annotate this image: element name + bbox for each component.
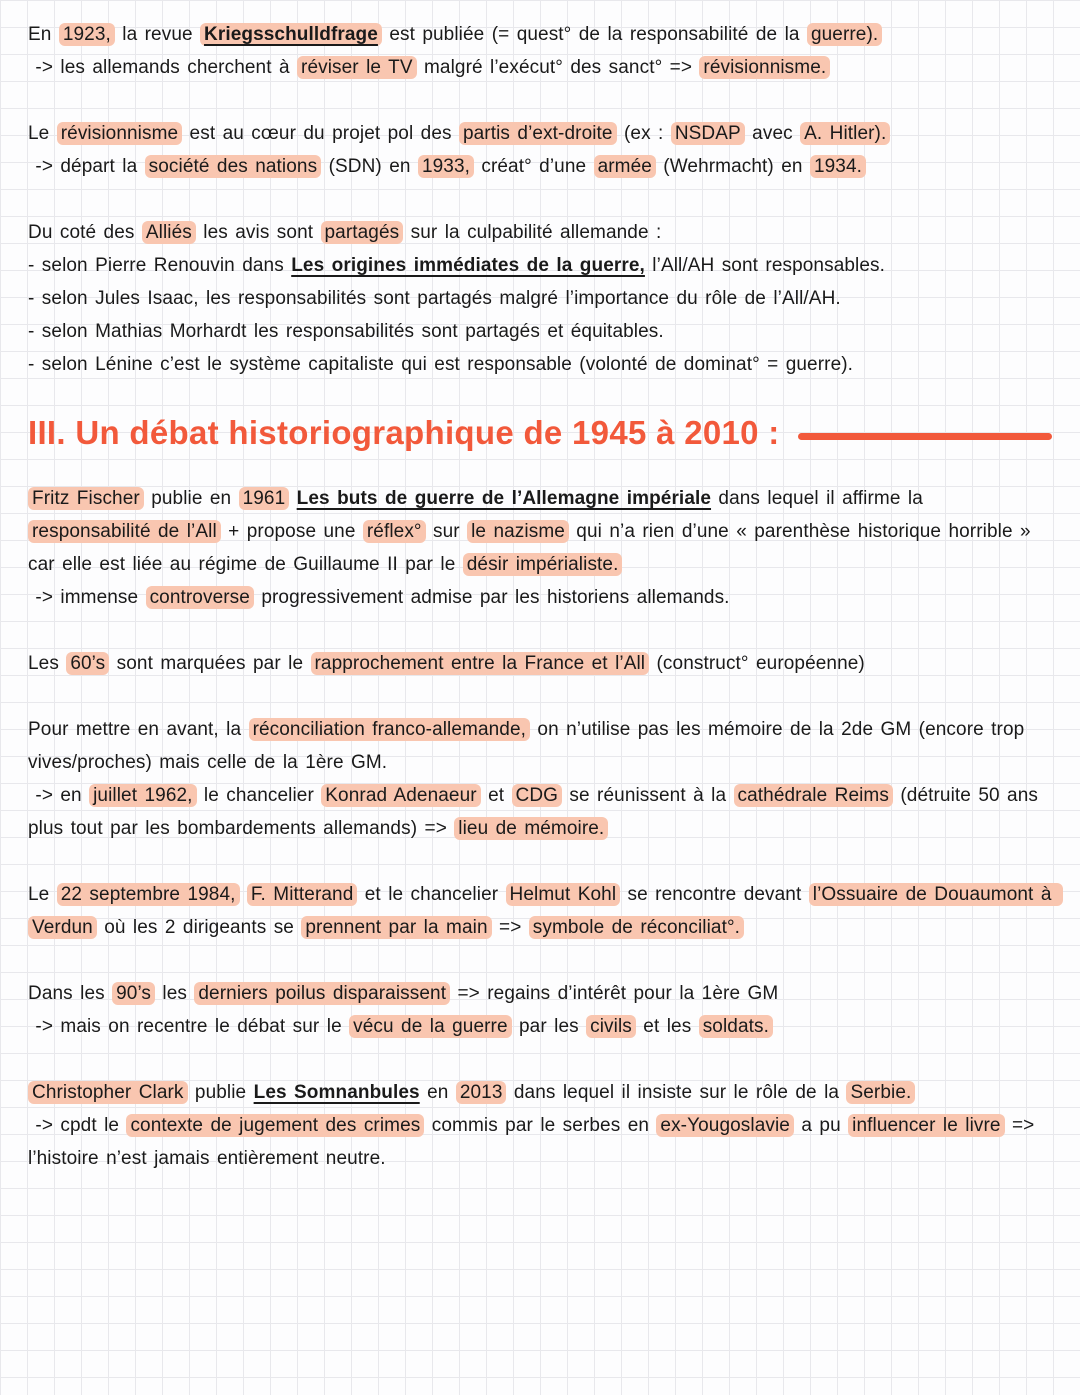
note-line <box>28 581 1052 614</box>
note-line <box>28 117 1052 150</box>
note-line <box>28 1010 1052 1043</box>
note-line <box>28 482 1052 581</box>
text-run: et les <box>635 1016 699 1037</box>
text-run: qui n’a rien d’une « parenthèse historique horrible » car elle est liée au régime de Guillaume II par le <box>28 521 1039 575</box>
highlighted-text: Fritz Fischer <box>28 487 144 510</box>
highlighted-text: vécu de la guerre <box>349 1015 512 1038</box>
text-run: (détruite 50 ans plus tout par les bombardements allemands) => <box>28 785 1046 839</box>
text-run: l’All/AH sont responsables. <box>644 255 885 276</box>
highlighted-text: controverse <box>146 586 254 609</box>
highlighted-text: 22 septembre 1984, <box>57 883 240 906</box>
note-line <box>28 315 1052 348</box>
text-run: créat° d’une <box>473 156 594 177</box>
note-line <box>28 779 1052 845</box>
highlighted-text: Alliés <box>142 221 196 244</box>
notes-section-top <box>28 18 1052 381</box>
text-run: En <box>28 24 59 45</box>
note-paragraph <box>28 482 1052 614</box>
text-run: Dans les <box>28 983 113 1004</box>
highlighted-text: F. Mitterand <box>247 883 357 906</box>
highlighted-text: 1934. <box>810 155 866 178</box>
text-run: -> en <box>28 785 90 806</box>
text-run: les <box>155 983 195 1004</box>
highlighted-text: guerre). <box>807 23 882 46</box>
note-line <box>28 977 1052 1010</box>
text-run: avec <box>744 123 801 144</box>
highlighted-text: 60’s <box>66 652 109 675</box>
highlighted-text: derniers poilus disparaissent <box>194 982 450 1005</box>
note-line <box>28 249 1052 282</box>
text-run: les avis sont <box>195 222 321 243</box>
note-line <box>28 1109 1052 1175</box>
highlighted-text: Christopher Clark <box>28 1081 188 1104</box>
highlighted-text: contexte de jugement des crimes <box>126 1114 424 1137</box>
note-line <box>28 18 1052 51</box>
text-run: -> mais on recentre le débat sur le <box>28 1016 350 1037</box>
text-run: Pour mettre en avant, la <box>28 719 249 740</box>
highlighted-text: NSDAP <box>671 122 745 145</box>
text-run: (ex : <box>616 123 671 144</box>
highlighted-text: influencer le livre <box>848 1114 1004 1137</box>
text-run: commis par le serbes en <box>424 1115 657 1136</box>
highlighted-text: juillet 1962, <box>89 784 196 807</box>
highlighted-text: réconciliation franco-allemande, <box>249 718 530 741</box>
text-run: + propose une <box>220 521 363 542</box>
note-line <box>28 150 1052 183</box>
text-run: la revue <box>114 24 201 45</box>
highlighted-text: réflex° <box>363 520 426 543</box>
book-title: Kriegsschulldfrage <box>200 23 382 46</box>
text-run: sur la culpabilité allemande : <box>403 222 662 243</box>
text-run: sur <box>425 521 468 542</box>
highlighted-text: civils <box>586 1015 636 1038</box>
highlighted-text: partis d’ext-droite <box>459 122 617 145</box>
note-paragraph <box>28 977 1052 1043</box>
text-run: => regains d’intérêt pour la 1ère GM <box>450 983 779 1004</box>
highlighted-text: 2013 <box>456 1081 507 1104</box>
note-paragraph <box>28 647 1052 680</box>
highlighted-text: soldats. <box>699 1015 773 1038</box>
highlighted-text: Konrad Adenaeur <box>321 784 480 807</box>
highlighted-text: partagés <box>321 221 404 244</box>
heading-rule <box>798 433 1052 440</box>
text-run: en <box>419 1082 456 1103</box>
highlighted-text: lieu de mémoire. <box>454 817 608 840</box>
highlighted-text: révisionnisme <box>57 122 182 145</box>
note-line <box>28 348 1052 381</box>
text-run: => l’histoire n’est jamais entièrement neutre. <box>28 1115 1042 1169</box>
text-run: publie en <box>143 488 239 509</box>
book-title: Les Somnanbules <box>253 1082 420 1103</box>
notes-section-bottom <box>28 482 1059 1175</box>
note-line <box>28 713 1052 779</box>
book-title: Les buts de guerre de l’Allemagne impériale <box>296 488 712 509</box>
text-run: -> immense <box>28 587 146 608</box>
highlighted-text: armée <box>594 155 656 178</box>
text-run: - selon Jules Isaac, les responsabilités sont partagés malgré l’importance du rôle de l’All/AH. <box>28 288 841 309</box>
highlighted-text: 1961 <box>239 487 290 510</box>
highlighted-text: ex-Yougoslavie <box>656 1114 794 1137</box>
text-run: -> les allemands cherchent à <box>28 57 298 78</box>
text-run: (construct° européenne) <box>649 653 865 674</box>
text-run: dans lequel il insiste sur le rôle de la <box>506 1082 847 1103</box>
highlighted-text: 1923, <box>59 23 115 46</box>
text-run <box>289 488 296 509</box>
note-paragraph <box>28 117 1052 183</box>
highlighted-text: l’Ossuaire de Douaumont à Verdun <box>28 883 1063 939</box>
note-paragraph <box>28 18 1052 84</box>
text-run: et <box>480 785 512 806</box>
highlighted-text: rapprochement entre la France et l’All <box>311 652 650 675</box>
text-run: est au cœur du projet pol des <box>182 123 459 144</box>
text-run: -> cpdt le <box>28 1115 127 1136</box>
note-paragraph <box>28 713 1052 845</box>
note-line <box>28 1076 1052 1109</box>
text-run: Du coté des <box>28 222 142 243</box>
highlighted-text: cathédrale Reims <box>734 784 893 807</box>
highlighted-text: réviser le TV <box>297 56 417 79</box>
highlighted-text: CDG <box>512 784 563 807</box>
section-heading <box>28 414 1052 452</box>
highlighted-text: Serbie. <box>846 1081 915 1104</box>
text-run: est publiée (= quest° de la responsabilité de la <box>381 24 807 45</box>
text-run: (Wehrmacht) en <box>655 156 810 177</box>
highlighted-text: 1933, <box>418 155 474 178</box>
highlighted-text: 90’s <box>112 982 155 1005</box>
highlighted-text: révisionnisme. <box>699 56 830 79</box>
text-run: progressivement admise par les historiens allemands. <box>253 587 730 608</box>
text-run <box>240 884 247 905</box>
note-paragraph <box>28 1076 1052 1175</box>
text-run: malgré l’exécut° des sanct° => <box>416 57 700 78</box>
text-run: sont marquées par le <box>109 653 311 674</box>
text-run: - selon Lénine c’est le système capitaliste qui est responsable (volonté de dominat° = guerre). <box>28 354 854 375</box>
text-run: -> départ la <box>28 156 145 177</box>
text-run: le chancelier <box>196 785 322 806</box>
note-paragraph <box>28 216 1052 381</box>
highlighted-text: responsabilité de l’All <box>28 520 221 543</box>
note-line <box>28 282 1052 315</box>
highlighted-text: société des nations <box>145 155 322 178</box>
text-run: Le <box>28 123 57 144</box>
note-line <box>28 878 1059 944</box>
highlighted-text: prennent par la main <box>301 916 491 939</box>
text-run: - selon Pierre Renouvin dans <box>28 255 292 276</box>
text-run: et le chancelier <box>357 884 506 905</box>
note-line <box>28 647 1052 680</box>
text-run: Les <box>28 653 67 674</box>
text-run: - selon Mathias Morhardt les responsabilités sont partagés et équitables. <box>28 321 664 342</box>
note-line <box>28 51 1052 84</box>
text-run: a pu <box>793 1115 849 1136</box>
text-run: se réunissent à la <box>562 785 734 806</box>
highlighted-text: A. Hitler). <box>800 122 890 145</box>
text-run: publie <box>187 1082 254 1103</box>
note-line <box>28 216 1052 249</box>
text-run: dans lequel il affirme la <box>711 488 931 509</box>
text-run: => <box>491 917 529 938</box>
highlighted-text: Helmut Kohl <box>506 883 621 906</box>
highlighted-text: le nazisme <box>467 520 569 543</box>
text-run: par les <box>511 1016 587 1037</box>
text-run: se rencontre devant <box>620 884 809 905</box>
section-heading-text: III. Un débat historiographique de 1945 à 2010 : <box>28 414 780 451</box>
text-run: Le <box>28 884 57 905</box>
text-run: (SDN) en <box>321 156 418 177</box>
highlighted-text: symbole de réconciliat°. <box>529 916 744 939</box>
text-run: on n’utilise pas les mémoire de la 2de GM (encore trop vives/proches) mais celle de la 1ère GM. <box>28 719 1032 773</box>
book-title: Les origines immédiates de la guerre, <box>291 255 645 276</box>
note-paragraph <box>28 878 1059 944</box>
highlighted-text: désir impérialiste. <box>463 553 623 576</box>
text-run: où les 2 dirigeants se <box>96 917 302 938</box>
